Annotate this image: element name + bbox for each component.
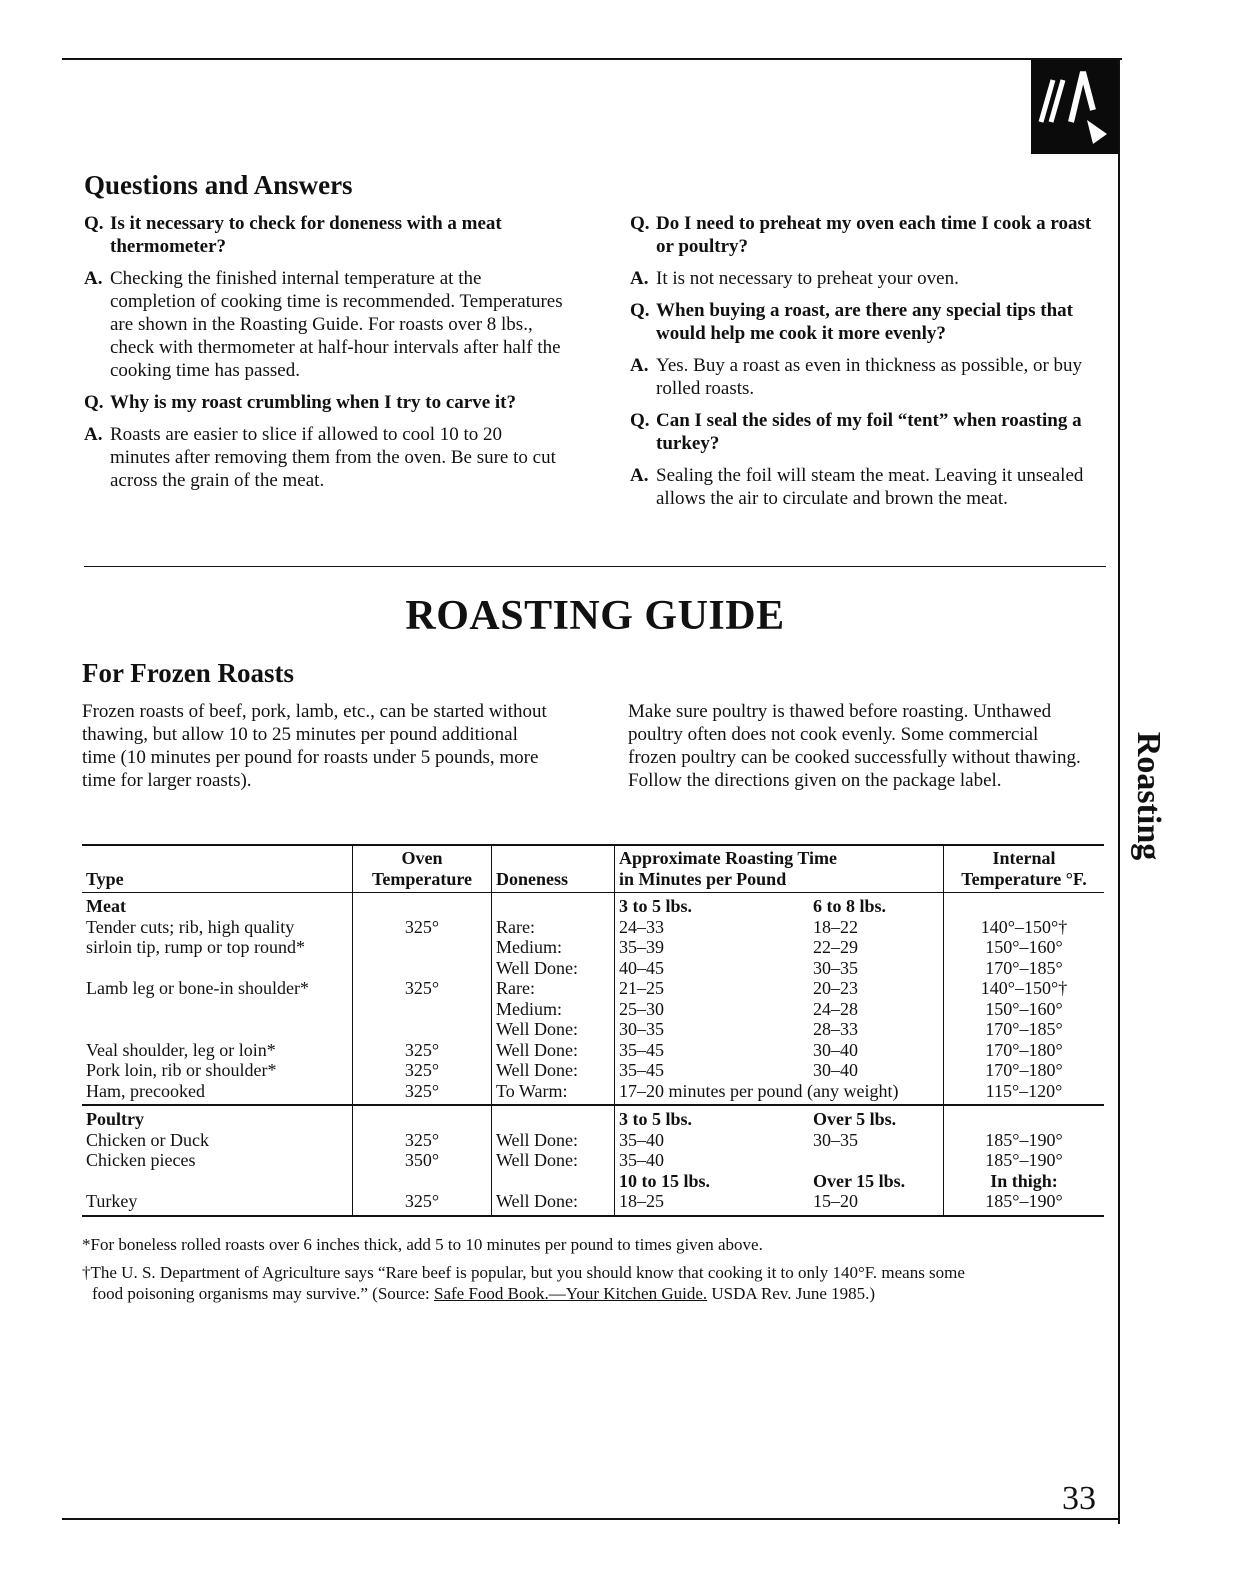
col-doneness: Doneness bbox=[492, 845, 615, 893]
section-divider bbox=[84, 566, 1106, 567]
page-number: 33 bbox=[1062, 1480, 1096, 1517]
qa-column-right bbox=[630, 212, 1110, 519]
poultry-section bbox=[82, 1105, 1104, 1216]
meat-heading: Meat bbox=[86, 896, 126, 916]
qa-answer: A. Roasts are easier to slice if allowed to cool 10 to 20 minutes after removing them from the oven. Be sure to cut across the grain of the meat. bbox=[84, 424, 556, 491]
qa-answer: A. It is not necessary to preheat your oven. bbox=[630, 268, 959, 289]
table-row: Poultry Chicken or Duck Chicken pieces Turkey 325° 350° 325° Well Done: Well Done: Well Done: 3 to 5 lbs. Over 5 lbs. 35–40 30–35 35–40 10 to 15 lbs. Over 15 lbs. 18–25 15–20 185°–190° 185°–190° In thigh: 185°–190° bbox=[82, 1105, 1104, 1216]
qa-question: Q. Can I seal the sides of my foil “tent” when roasting a turkey? bbox=[630, 410, 1082, 454]
qa-answer: A. Yes. Buy a roast as even in thickness as possible, or buy rolled roasts. bbox=[630, 355, 1083, 399]
qa-answer: A. Checking the finished internal temperature at the completion of cooking time is recommended. Temperatures are shown in the Roasting Guide. For roasts over 8 lbs., check with thermometer at half-hour intervals after half the cooking time has passed. bbox=[84, 268, 563, 381]
table-header-row bbox=[82, 845, 1104, 893]
source-title: Safe Food Book.—Your Kitchen Guide. bbox=[434, 1284, 708, 1303]
qa-column-left bbox=[84, 212, 564, 501]
footnote-boneless: *For boneless rolled roasts over 6 inches thick, add 5 to 10 minutes per pound to times given above. bbox=[82, 1235, 763, 1254]
poultry-heading: Poultry bbox=[86, 1109, 144, 1129]
qa-answer: A. Sealing the foil will steam the meat. Leaving it unsealed allows the air to circulate and brown the meat. bbox=[630, 465, 1084, 509]
col-internal-temperature: Internal Temperature °F. bbox=[944, 845, 1105, 893]
section-tab: Roasting bbox=[1130, 731, 1167, 861]
right-rule bbox=[1118, 58, 1120, 1524]
roasting-guide-table bbox=[82, 844, 1104, 1217]
qa-question: Q. Is it necessary to check for doneness with a meat thermometer? bbox=[84, 213, 502, 257]
brand-logo bbox=[1031, 60, 1118, 154]
table-row: Meat Tender cuts; rib, high quality sirloin tip, rump or top round* Lamb leg or bone-in shoulder* Veal shoulder, leg or loin* Pork loin, rib or shoulder* Ham, precooked 325° 325° 325° 325° 325° Rare: Medium: Well Done: Rare: Medium: Well Done: Well Done: Well Done: To Warm: 3 to 5 lbs. 6 to 8 lbs. 24–33 18–22 35–39 22–29 40–45 30–35 21–25 20–23 25–30 24–28 30–35 28–33 35–45 30–40 35–45 30–40 17–20 minutes per pound (any weight) 140°–150°† 150°–160° 170°–185° 140°–150°† 150°–160° 170°–185° 170°–180° 170°–180° 115°–120° bbox=[82, 893, 1104, 1106]
footnote-usda: †The U. S. Department of Agriculture says “Rare beef is popular, but you should know that cooking it to only 140°F. means some food poisoning organisms may survive.” (Source: Safe Food Book.—Your Kitchen Guide. USDA Rev. June 1985.) bbox=[82, 1263, 965, 1303]
qa-question: Q. Why is my roast crumbling when I try to carve it? bbox=[84, 392, 517, 413]
qa-question: Q. When buying a roast, are there any special tips that would help me cook it more evenly? bbox=[630, 300, 1073, 344]
meat-section bbox=[82, 893, 1104, 1106]
poultry-thaw-text: Make sure poultry is thawed before roasting. Unthawed poultry often does not cook evenly. Some commercial frozen poultry can be cooked successfully without thawing. Follow the directions given on the package label. bbox=[628, 701, 1081, 791]
top-rule bbox=[62, 58, 1122, 60]
col-roasting-time: Approximate Roasting Time in Minutes per Pound bbox=[615, 845, 944, 893]
qa-question: Q. Do I need to preheat my oven each time I cook a roast or poultry? bbox=[630, 213, 1092, 257]
frozen-roasts-text: Frozen roasts of beef, pork, lamb, etc., can be started without thawing, but allow 10 to 25 minutes per pound additional time (10 minutes per pound for roasts under 5 pounds, more time for larger roasts). bbox=[82, 701, 547, 791]
bottom-rule bbox=[62, 1518, 1120, 1520]
roasting-guide-title: ROASTING GUIDE bbox=[405, 593, 785, 639]
frozen-roasts-heading: For Frozen Roasts bbox=[82, 658, 294, 688]
qa-heading: Questions and Answers bbox=[84, 170, 353, 200]
col-type: Type bbox=[86, 868, 124, 889]
col-oven-temperature: Oven Temperature bbox=[353, 845, 492, 893]
